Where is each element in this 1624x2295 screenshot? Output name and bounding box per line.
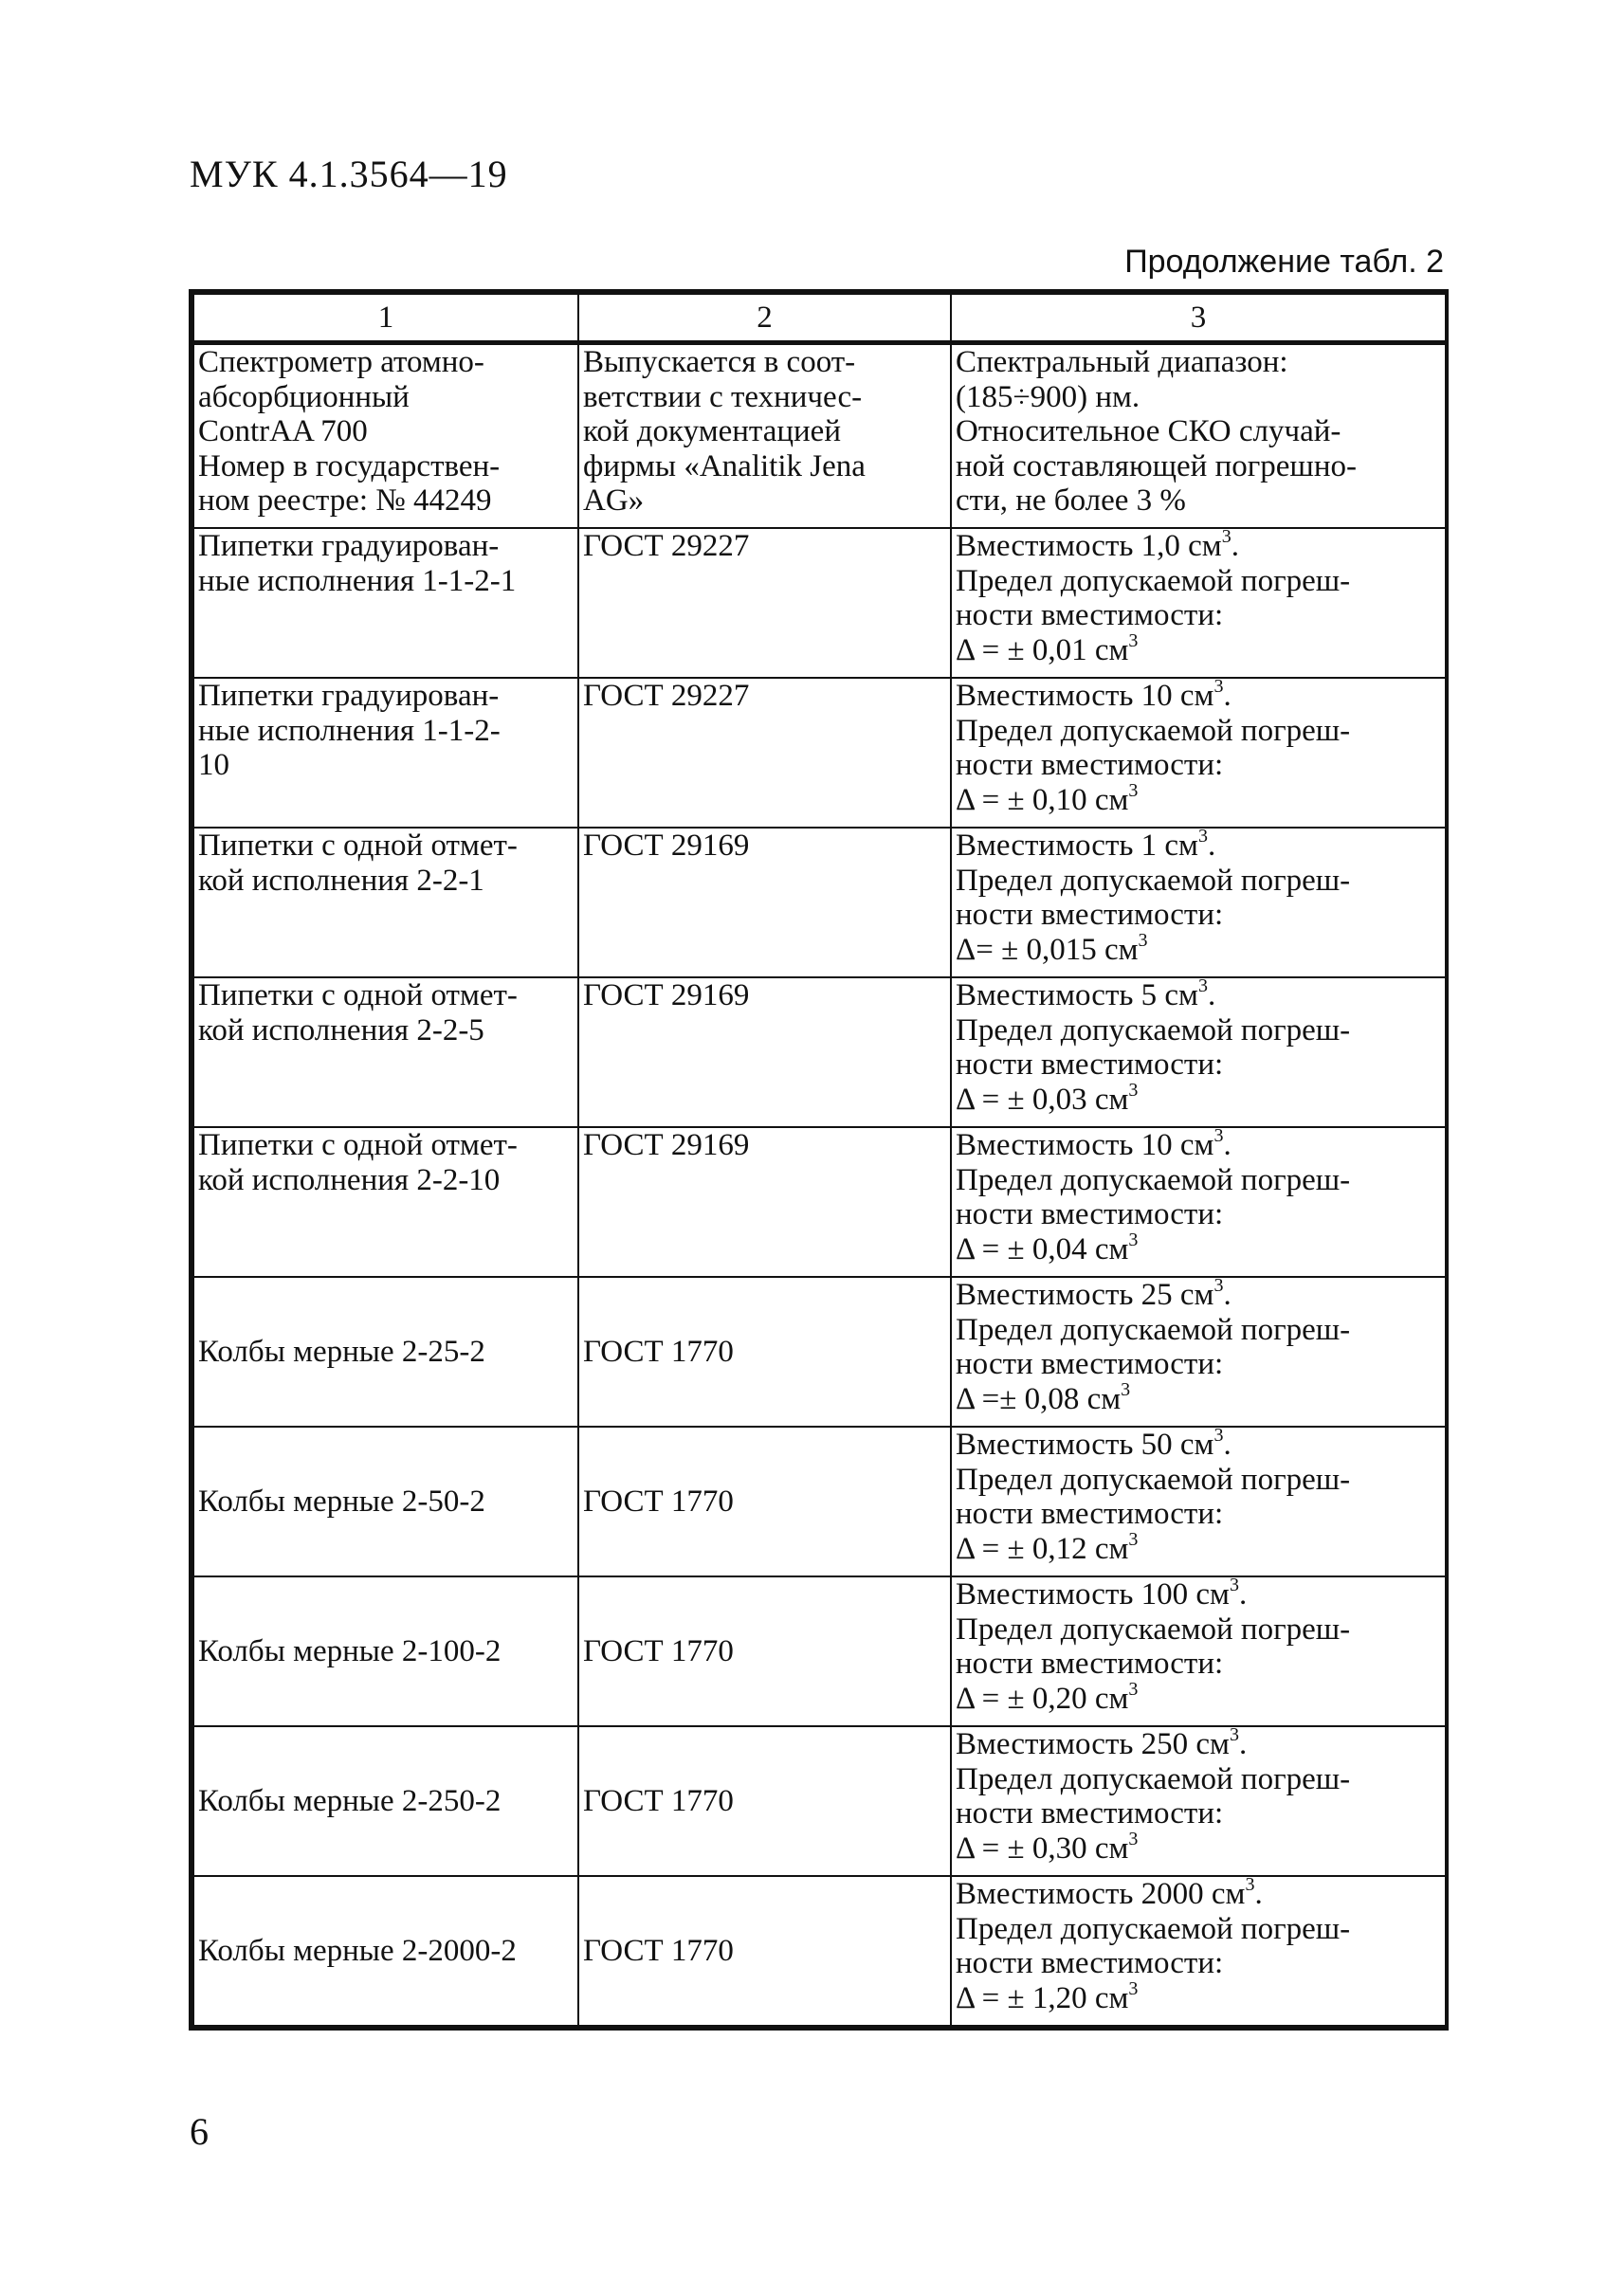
unit-superscript: 3 — [1213, 676, 1224, 697]
specification-cell — [951, 1427, 1446, 1576]
standard-cell — [578, 1876, 951, 2026]
unit-superscript: 3 — [1128, 1229, 1139, 1250]
equipment-name-cell — [193, 977, 578, 1127]
standard-cell — [578, 678, 951, 828]
table-row — [193, 528, 1446, 678]
specification-cell — [951, 343, 1446, 529]
page-number: 6 — [190, 2110, 209, 2153]
capacity-text: Вместимость 100 см — [956, 1577, 1230, 1612]
equipment-name-line: Колбы мерные 2-100-2 — [198, 1633, 502, 1668]
standard-line: ГОСТ 29227 — [583, 679, 750, 713]
standard-line: ГОСТ 29169 — [583, 829, 750, 863]
table-row — [193, 1876, 1446, 2026]
standard-line: кой документацией — [583, 414, 841, 448]
capacity-line: Вместимость 10 $см^3$. — [956, 676, 1232, 713]
tolerance-label-line: Предел допускаемой погреш- — [956, 1012, 1351, 1047]
equipment-name-cell — [193, 1127, 578, 1277]
standard-cell — [578, 1726, 951, 1876]
equipment-name-line: Пипетки градуирован- — [198, 679, 500, 713]
equipment-name-line: ные исполнения 1-1-2-1 — [198, 563, 517, 598]
unit-superscript: 3 — [1245, 1874, 1255, 1895]
equipment-name-line: ContrAA 700 — [198, 414, 368, 448]
tolerance-label-line: Предел допускаемой погреш- — [956, 1312, 1351, 1347]
tolerance-label-line: ности вместимости: — [956, 1347, 1224, 1381]
equipment-name-line: Колбы мерные 2-25-2 — [198, 1334, 485, 1369]
tolerance-label-line: ности вместимости: — [956, 1647, 1224, 1681]
unit-superscript: 3 — [1121, 1378, 1131, 1400]
table-row — [193, 977, 1446, 1127]
delta-text: Δ = ± 0,20 см — [956, 1681, 1129, 1716]
table-row — [193, 1127, 1446, 1277]
equipment-name-line: Пипетки с одной отмет- — [198, 978, 518, 1012]
table-row — [193, 1576, 1446, 1726]
equipment-name-line: Номер в государствен- — [198, 448, 501, 483]
tolerance-label-line: Предел допускаемой погреш- — [956, 1761, 1351, 1796]
tolerance-label-line: ности вместимости: — [956, 1497, 1224, 1531]
unit-superscript: 3 — [1128, 1528, 1139, 1550]
capacity-text: Вместимость 25 см — [956, 1278, 1214, 1312]
capacity-text: Вместимость 50 см — [956, 1428, 1214, 1462]
unit-superscript: 3 — [1221, 526, 1232, 547]
specification-cell — [951, 1277, 1446, 1427]
standard-cell — [578, 528, 951, 678]
capacity-text: Вместимость 1 см — [956, 829, 1198, 863]
equipment-name-line: Спектрометр атомно- — [198, 345, 484, 379]
delta-line — [956, 629, 1441, 668]
delta-text: Δ = ± 0,12 см — [956, 1531, 1129, 1566]
unit-superscript: 3 — [1213, 1275, 1224, 1296]
tolerance-label-line: ности вместимости: — [956, 1946, 1224, 1980]
document-code: МУК 4.1.3564—19 — [190, 153, 508, 195]
standard-line: ГОСТ 29169 — [583, 1128, 750, 1162]
column-header-3: 3 — [951, 294, 1446, 343]
standard-cell — [578, 1277, 951, 1427]
capacity-text: Вместимость 250 см — [956, 1727, 1230, 1761]
unit-superscript: 3 — [1213, 1425, 1224, 1446]
equipment-name-line: ном реестре: № 44249 — [198, 483, 492, 518]
capacity-text: Вместимость 5 см — [956, 978, 1198, 1012]
tolerance-label-line: ности вместимости: — [956, 1796, 1224, 1831]
unit-superscript: 3 — [1197, 975, 1208, 996]
equipment-name-cell — [193, 1277, 578, 1427]
equipment-name-line: кой исполнения 2-2-10 — [198, 1162, 501, 1197]
tolerance-label-line: ности вместимости: — [956, 598, 1224, 632]
tolerance-label-line: Предел допускаемой погреш- — [956, 1462, 1351, 1497]
table-row — [193, 1427, 1446, 1576]
capacity-line: Вместимость 25 $см^3$. — [956, 1275, 1232, 1312]
equipment-name-line: 10 — [198, 748, 229, 782]
specification-cell — [951, 828, 1446, 977]
specification-line: сти, не более 3 % — [956, 483, 1186, 518]
unit-superscript: 3 — [1213, 1125, 1224, 1146]
standard-cell — [578, 1127, 951, 1277]
equipment-name-cell — [193, 528, 578, 678]
equipment-name-line: Колбы мерные 2-250-2 — [198, 1783, 502, 1818]
capacity-text: Вместимость 10 см — [956, 1128, 1214, 1162]
standard-line: ГОСТ 29169 — [583, 978, 750, 1012]
table-row — [193, 343, 1446, 529]
table-row — [193, 678, 1446, 828]
standard-line: ГОСТ 1770 — [583, 1933, 734, 1968]
standard-line: Выпускается в соот- — [583, 345, 856, 379]
specification-cell — [951, 1127, 1446, 1277]
equipment-name-line: Пипетки с одной отмет- — [198, 829, 518, 863]
equipment-name-cell — [193, 1726, 578, 1876]
standard-cell — [578, 1576, 951, 1726]
equipment-name-cell — [193, 1427, 578, 1576]
unit-superscript: 3 — [1197, 826, 1208, 847]
tolerance-label-line: ности вместимости: — [956, 1197, 1224, 1231]
delta-line — [956, 1828, 1441, 1867]
equipment-name-line: Пипетки с одной отмет- — [198, 1128, 518, 1162]
standard-cell — [578, 343, 951, 529]
capacity-line: Вместимость 250 $см^3$. — [956, 1724, 1248, 1761]
table-row — [193, 828, 1446, 977]
unit-superscript: 3 — [1128, 1977, 1139, 1999]
equipment-name-line: ные исполнения 1-1-2- — [198, 713, 501, 748]
specification-cell — [951, 1576, 1446, 1726]
equipment-name-cell — [193, 828, 578, 977]
equipment-table — [192, 293, 1447, 2027]
equipment-name-cell — [193, 343, 578, 529]
delta-text: Δ = ± 0,30 см — [956, 1831, 1129, 1866]
capacity-text: Вместимость 10 см — [956, 679, 1214, 713]
equipment-name-line: Колбы мерные 2-2000-2 — [198, 1933, 517, 1968]
specification-line: (185÷900) нм. — [956, 379, 1140, 414]
unit-superscript: 3 — [1138, 929, 1148, 951]
capacity-text: Вместимость 1,0 см — [956, 529, 1222, 563]
delta-line — [956, 1229, 1441, 1267]
delta-line — [956, 1079, 1441, 1118]
equipment-name-line: кой исполнения 2-2-5 — [198, 1012, 484, 1047]
unit-superscript: 3 — [1229, 1724, 1239, 1745]
column-header-1: 1 — [193, 294, 578, 343]
equipment-name-cell — [193, 1576, 578, 1726]
equipment-name-line: Колбы мерные 2-50-2 — [198, 1484, 485, 1519]
delta-line — [956, 779, 1441, 818]
equipment-table-frame — [189, 289, 1449, 2031]
standard-line: ГОСТ 1770 — [583, 1633, 734, 1668]
delta-line — [956, 929, 1441, 968]
specification-cell — [951, 1876, 1446, 2026]
standard-line: ветствии с техничес- — [583, 379, 863, 414]
capacity-line: Вместимость 100 $см^3$. — [956, 1575, 1248, 1612]
specification-line: Спектральный диапазон: — [956, 345, 1288, 379]
table-row — [193, 1726, 1446, 1876]
delta-text: Δ = ± 0,10 см — [956, 782, 1129, 817]
standard-line: AG» — [583, 483, 645, 518]
capacity-line: Вместимость 5 $см^3$. — [956, 975, 1216, 1012]
standard-line: ГОСТ 1770 — [583, 1484, 734, 1519]
table-header-row — [193, 294, 1446, 343]
capacity-line: Вместимость 10 $см^3$. — [956, 1125, 1232, 1162]
tolerance-label-line: Предел допускаемой погреш- — [956, 1612, 1351, 1647]
tolerance-label-line: ности вместимости: — [956, 1047, 1224, 1082]
specification-cell — [951, 977, 1446, 1127]
table-continuation-label: Продолжение табл. 2 — [1124, 244, 1444, 280]
equipment-name-line: абсорбционный — [198, 379, 410, 414]
delta-text: Δ = ± 0,03 см — [956, 1082, 1129, 1117]
tolerance-label-line: Предел допускаемой погреш- — [956, 1162, 1351, 1197]
table-row — [193, 1277, 1446, 1427]
equipment-name-line: кой исполнения 2-2-1 — [198, 863, 484, 898]
tolerance-label-line: Предел допускаемой погреш- — [956, 863, 1351, 898]
delta-text: Δ = ± 1,20 см — [956, 1980, 1129, 2015]
standard-line: ГОСТ 29227 — [583, 529, 750, 563]
capacity-line: Вместимость 50 $см^3$. — [956, 1425, 1232, 1462]
delta-line — [956, 1678, 1441, 1717]
capacity-text: Вместимость 2000 см — [956, 1877, 1246, 1911]
equipment-name-cell — [193, 1876, 578, 2026]
standard-cell — [578, 977, 951, 1127]
equipment-name-cell — [193, 678, 578, 828]
unit-superscript: 3 — [1229, 1575, 1239, 1595]
specification-line: ной составляющей погрешно- — [956, 448, 1357, 483]
standard-line: ГОСТ 1770 — [583, 1783, 734, 1818]
delta-line — [956, 1977, 1441, 2016]
capacity-line: Вместимость 1 $см^3$. — [956, 826, 1216, 863]
delta-text: Δ= ± 0,015 см — [956, 932, 1139, 967]
delta-text: Δ = ± 0,04 см — [956, 1231, 1129, 1266]
delta-text: Δ = ± 0,01 см — [956, 632, 1129, 667]
standard-line: ГОСТ 1770 — [583, 1334, 734, 1369]
delta-text: Δ =± 0,08 см — [956, 1381, 1122, 1416]
equipment-name-line: Пипетки градуирован- — [198, 529, 500, 563]
unit-superscript: 3 — [1128, 1079, 1139, 1101]
tolerance-label-line: Предел допускаемой погреш- — [956, 563, 1351, 598]
delta-line — [956, 1378, 1441, 1417]
specification-cell — [951, 1726, 1446, 1876]
delta-line — [956, 1528, 1441, 1567]
tolerance-label-line: Предел допускаемой погреш- — [956, 1911, 1351, 1946]
unit-superscript: 3 — [1128, 779, 1139, 801]
tolerance-label-line: ности вместимости: — [956, 898, 1224, 932]
tolerance-label-line: Предел допускаемой погреш- — [956, 713, 1351, 748]
tolerance-label-line: ности вместимости: — [956, 748, 1224, 782]
standard-line: фирмы «Analitik Jena — [583, 448, 866, 483]
unit-superscript: 3 — [1128, 1678, 1139, 1700]
capacity-line: Вместимость 1,0 $см^3$. — [956, 526, 1239, 563]
unit-superscript: 3 — [1128, 1828, 1139, 1849]
specification-cell — [951, 528, 1446, 678]
specification-line: Относительное СКО случай- — [956, 414, 1341, 448]
standard-cell — [578, 1427, 951, 1576]
specification-cell — [951, 678, 1446, 828]
standard-cell — [578, 828, 951, 977]
capacity-line: Вместимость 2000 $см^3$. — [956, 1874, 1263, 1911]
column-header-2: 2 — [578, 294, 951, 343]
unit-superscript: 3 — [1128, 629, 1139, 651]
